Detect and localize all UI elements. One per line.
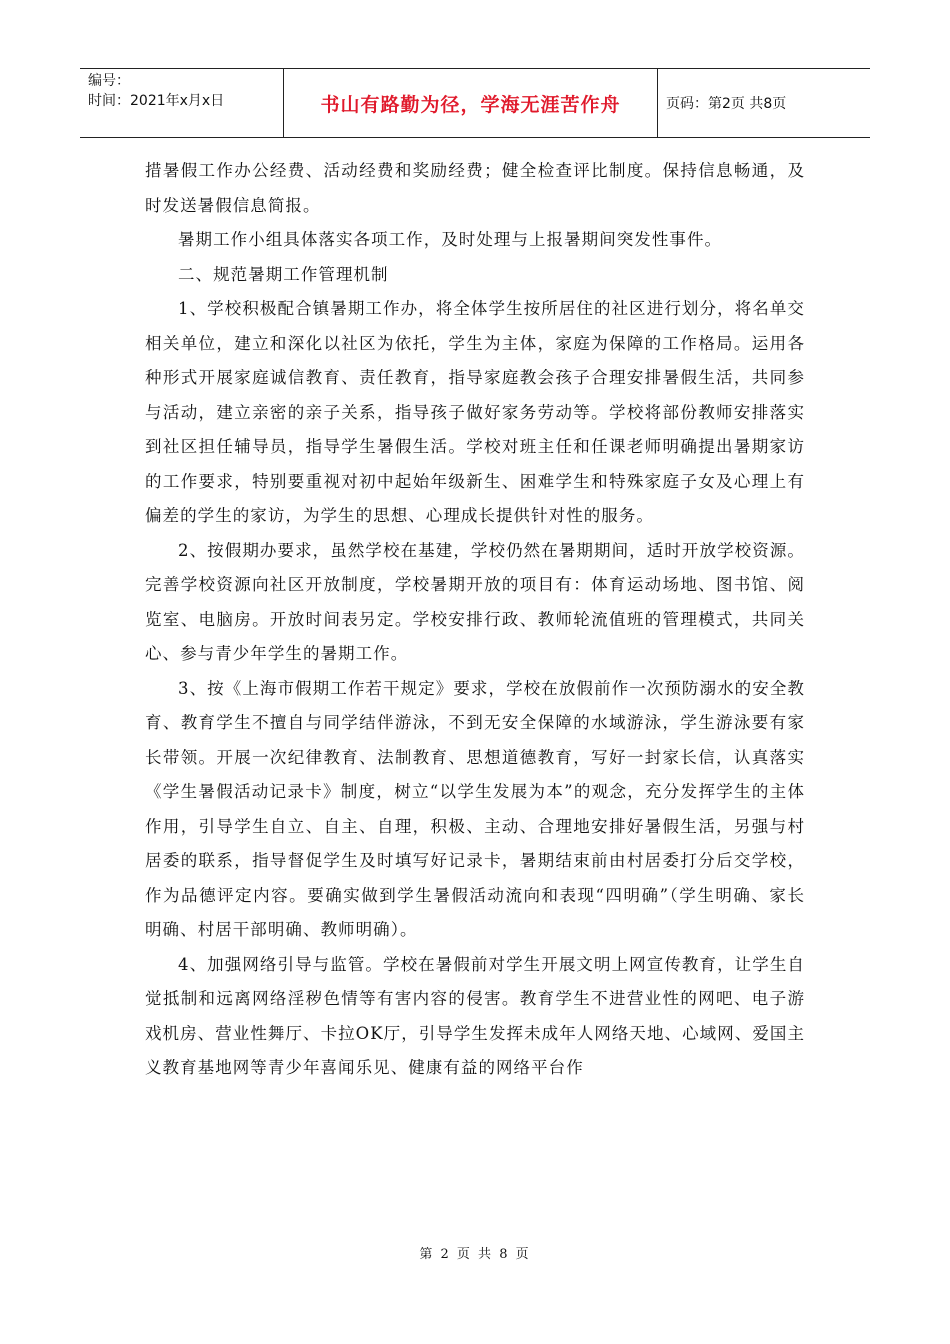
document-time-label: 时间：2021年x月x日 xyxy=(88,93,225,109)
header-motto: 书山有路勤为径，学海无涯苦作舟 xyxy=(284,69,658,137)
paragraph-continued: 措暑假工作办公经费、活动经费和奖励经费；健全检查评比制度。保持信息畅通，及时发送暑假信息简报。 xyxy=(145,161,805,215)
document-number-label: 编号： xyxy=(88,73,130,89)
page-header xyxy=(80,68,870,138)
header-page-info: 页码：第2页 共8页 xyxy=(666,96,787,112)
paragraph-item-4: 4、加强网络引导与监管。学校在暑假前对学生开展文明上网宣传教育，让学生自觉抵制和远离网络淫秽色情等有害内容的侵害。教育学生不进营业性的网吧、电子游戏机房、营业性舞厅、卡拉OK厅，引导学生发挥未成年人网络天地、心域网、爱国主义教育基地网等青少年喜闻乐见、健康有益的网络平台作 xyxy=(145,954,805,1077)
paragraph: 暑期工作小组具体落实各项工作，及时处理与上报暑期间突发性事件。 xyxy=(178,230,723,249)
paragraph-item-3: 3、按《上海市假期工作若干规定》要求，学校在放假前作一次预防溺水的安全教育、教育学生不擅自与同学结伴游泳，不到无安全保障的水域游泳，学生游泳要有家长带领。开展一次纪律教育、法制教育、思想道德教育，写好一封家长信，认真落实《学生暑假活动记录卡》制度，树立“以学生发展为本”的观念，充分发挥学生的主体作用，引导学生自立、自主、自理，积极、主动、合理地安排好暑假生活，另强与村居委的联系，指导督促学生及时填写好记录卡，暑期结束前由村居委打分后交学校，作为品德评定内容。要确实做到学生暑假活动流向和表现“四明确”（学生明确、家长明确、村居干部明确、教师明确）。 xyxy=(145,678,805,939)
document-body xyxy=(145,154,805,1086)
paragraph-item-2: 2、按假期办要求，虽然学校在基建，学校仍然在暑期期间，适时开放学校资源。完善学校资源向社区开放制度，学校暑期开放的项目有：体育运动场地、图书馆、阅览室、电脑房。开放时间表另定。学校安排行政、教师轮流值班的管理模式，共同关心、参与青少年学生的暑期工作。 xyxy=(145,540,805,663)
paragraph-item-1: 1、学校积极配合镇暑期工作办，将全体学生按所居住的社区进行划分，将名单交相关单位，建立和深化以社区为依托，学生为主体，家庭为保障的工作格局。运用各种形式开展家庭诚信教育、责任教育，指导家庭教会孩子合理安排暑假生活，共同参与活动，建立亲密的亲子关系，指导孩子做好家务劳动等。学校将部份教师安排落实到社区担任辅导员，指导学生暑假生活。学校对班主任和任课老师明确提出暑期家访的工作要求，特别要重视对初中起始年级新生、困难学生和特殊家庭子女及心理上有偏差的学生的家访，为学生的思想、心理成长提供针对性的服务。 xyxy=(145,299,805,525)
page-footer: 第 2 页 共 8 页 xyxy=(419,1247,531,1262)
header-meta xyxy=(80,69,284,137)
section-heading: 二、规范暑期工作管理机制 xyxy=(178,264,389,284)
